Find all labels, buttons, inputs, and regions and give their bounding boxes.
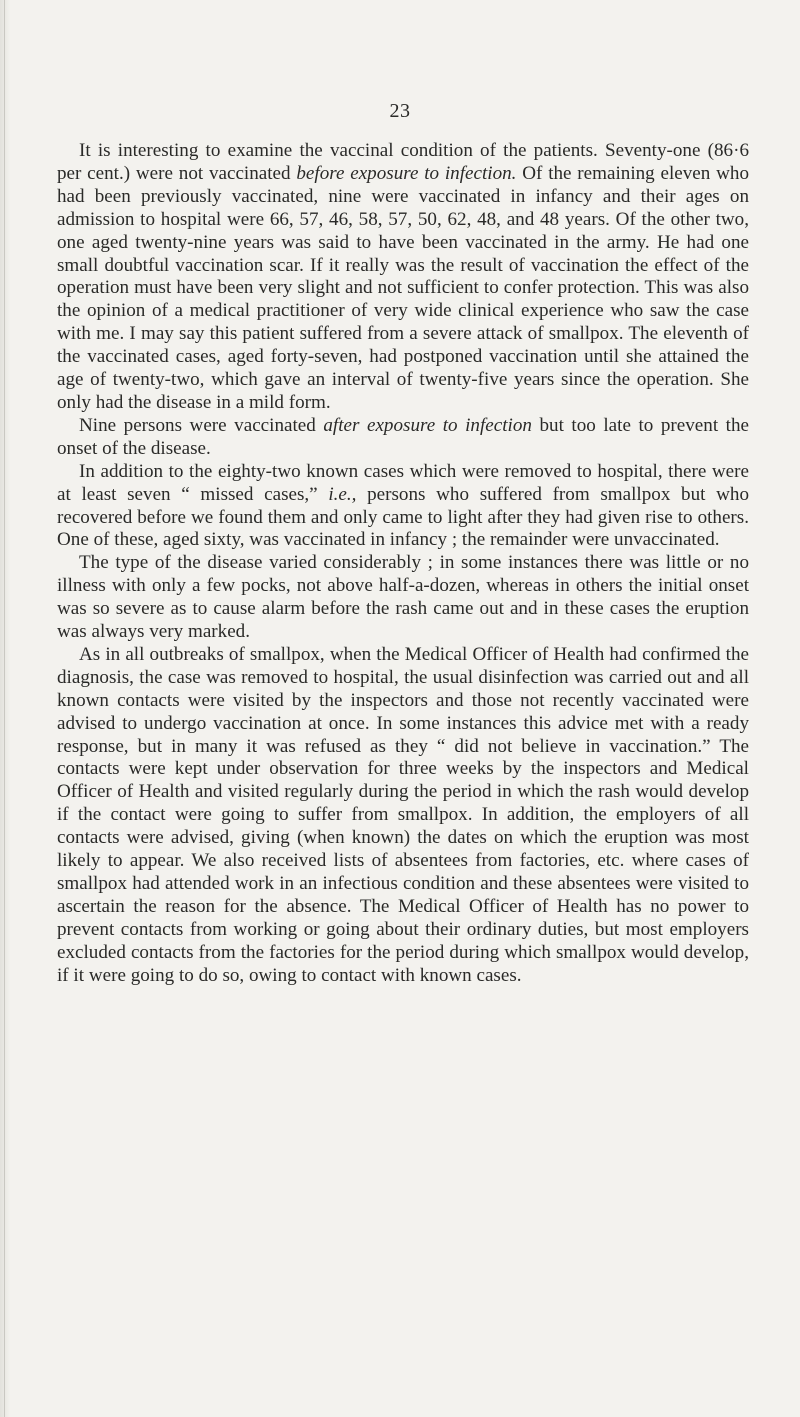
paragraph-vaccinal-condition [57,140,749,415]
text-run: but too late to prevent the onset of the disease. [57,414,749,459]
text-run: persons who suffered from smallpox but who recovered before we found them and only came to light after they had given rise to others. One of these, aged sixty, was vaccinated in infancy ; the remainder were unvaccinated. [57,483,749,551]
paragraph-outbreak-procedure [57,644,749,988]
text-run-italic: before exposure to infection. [296,162,517,184]
page-left-edge [0,0,10,1417]
text-run: It is interesting to examine the vaccinal condition of the patients. Seventy-one (86·6 per cent.) were not vaccinated [57,140,749,184]
paragraph-vaccinated-after-exposure [57,415,749,461]
text-run-italic: i.e., [328,483,357,505]
text-run: Of the remaining eleven who had been previously vaccinated, nine were vaccinated in infancy and their ages on admission to hospital were 66, 57, 46, 58, 57, 50, 62, 48, and 48 years. Of the other two, one aged twenty-nine years was said to have been vaccinated in the army. He had one small doubtful vaccination scar. If it really was the result of vaccination the effect of the operation must have been very slight and not sufficient to confer protection. This was also the opinion of a medical practitioner of very wide clinical experience who saw the case with me. I may say this patient suffered from a severe attack of smallpox. The eleventh of the vaccinated cases, aged forty-seven, had postponed vaccination until she attained the age of twenty-two, which gave an interval of twenty-five years since the operation. She only had the disease in a mild form. [57,162,749,413]
body-text [57,140,749,988]
text-run-italic: after exposure to infection [323,414,532,436]
text-run: Nine persons were vaccinated [79,414,324,436]
text-run: As in all outbreaks of smallpox, when the Medical Officer of Health had confirmed the diagnosis, the case was removed to hospital, the usual disinfection was carried out and all known contacts were visited by the inspectors and those not recently vaccinated were advised to undergo vaccination at once. In some instances this advice met with a ready response, but in many it was refused as they “ did not believe in vaccination.” The contacts were kept under observation for three weeks by the inspectors and Medical Officer of Health and visited regularly during the period in which the rash would develop if the contact were going to suffer from smallpox. In addition, the employers of all contacts were advised, giving (when known) the dates on which the eruption was most likely to appear. We also received lists of absentees from factories, etc. where cases of smallpox had attended work in an infectious condition and these absentees were visited to ascertain the reason for the absence. The Medical Officer of Health has no power to prevent contacts from working or going about their ordinary duties, but most employers excluded contacts from the factories for the period during which smallpox would develop, if it were going to do so, owing to contact with known cases. [57,643,749,986]
page-number: 23 [389,100,411,122]
page-binding-line [4,0,5,1417]
text-run: In addition to the eighty-two known cases which were removed to hospital, there were at least seven “ missed cases,” [57,460,749,505]
text-run: The type of the disease varied considerably ; in some instances there was little or no illness with only a few pocks, not above half-a-dozen, whereas in others the initial onset was so severe as to cause alarm before the rash came out and in these cases the eruption was always very marked. [57,552,749,643]
paragraph-disease-type [57,552,749,644]
paragraph-missed-cases [57,461,749,553]
